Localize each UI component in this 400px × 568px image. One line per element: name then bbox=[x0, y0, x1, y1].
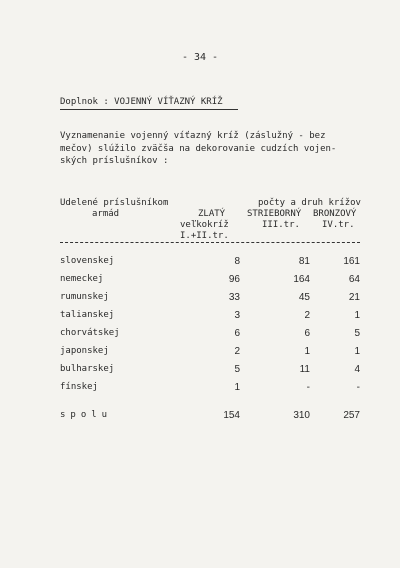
table-row bbox=[60, 328, 360, 341]
country-name: slovenskej bbox=[60, 256, 115, 266]
silver-count: 164 bbox=[293, 274, 310, 285]
silver-count: 2 bbox=[304, 310, 310, 321]
table-row bbox=[60, 292, 360, 305]
bronze-count: 1 bbox=[354, 346, 360, 357]
page-number: - 34 - bbox=[181, 52, 219, 63]
header-left-line-2: armád bbox=[92, 209, 120, 219]
silver-total: 310 bbox=[293, 410, 310, 421]
country-name: bulharskej bbox=[60, 364, 115, 374]
intro-line: ských príslušníkov : bbox=[60, 156, 169, 166]
gold-count: 5 bbox=[234, 364, 240, 375]
table-row bbox=[60, 310, 360, 323]
bronze-count: 4 bbox=[354, 364, 360, 375]
col-silver-head: STRIEBORNÝ bbox=[247, 209, 302, 219]
silver-count: 45 bbox=[298, 292, 310, 303]
header-group-label: počty a druh krížov bbox=[258, 198, 361, 208]
col-bronze-sub: IV.tr. bbox=[322, 220, 355, 230]
col-bronze-head: BRONZOVÝ bbox=[313, 209, 357, 219]
col-gold-head: ZLATÝ bbox=[198, 209, 226, 219]
bronze-count: - bbox=[356, 382, 360, 393]
silver-count: 6 bbox=[304, 328, 310, 339]
bronze-count: 21 bbox=[348, 292, 360, 303]
total-row bbox=[60, 410, 360, 423]
intro-paragraph bbox=[60, 130, 380, 168]
intro-line: Vyznamenanie vojenný víťazný kríž (záslužný - bez bbox=[60, 131, 326, 141]
bronze-count: 161 bbox=[343, 256, 360, 267]
bronze-count: 5 bbox=[354, 328, 360, 339]
gold-count: 96 bbox=[228, 274, 240, 285]
header-rule bbox=[60, 242, 360, 243]
col-gold-sub-1: veľkokríž bbox=[180, 220, 229, 230]
country-name: talianskej bbox=[60, 310, 115, 320]
table-row bbox=[60, 274, 360, 287]
col-silver-sub: III.tr. bbox=[262, 220, 300, 230]
gold-total: 154 bbox=[223, 410, 240, 421]
country-name: japonskej bbox=[60, 346, 109, 356]
gold-count: 33 bbox=[228, 292, 240, 303]
gold-count: 6 bbox=[234, 328, 240, 339]
heading: Doplnok : VOJENNÝ VÍŤAZNÝ KRÍŽ bbox=[60, 97, 223, 107]
country-name: rumunskej bbox=[60, 292, 109, 302]
table-row bbox=[60, 346, 360, 359]
gold-count: 8 bbox=[234, 256, 240, 267]
table-row bbox=[60, 382, 360, 395]
bronze-count: 1 bbox=[354, 310, 360, 321]
country-name: fínskej bbox=[60, 382, 98, 392]
heading-underline bbox=[60, 109, 238, 110]
country-name: nemeckej bbox=[60, 274, 104, 284]
silver-count: 1 bbox=[304, 346, 310, 357]
gold-count: 1 bbox=[234, 382, 240, 393]
col-gold-sub-2: I.+II.tr. bbox=[180, 231, 229, 241]
intro-line: mečov) slúžilo zväčša na dekorovanie cudzích vojen- bbox=[60, 143, 337, 154]
bronze-count: 64 bbox=[348, 274, 360, 285]
silver-count: 81 bbox=[298, 256, 310, 267]
gold-count: 2 bbox=[234, 346, 240, 357]
silver-count: 11 bbox=[299, 364, 310, 375]
silver-count: - bbox=[306, 382, 310, 393]
gold-count: 3 bbox=[234, 310, 240, 321]
header-left-line-1: Udelené príslušníkom bbox=[60, 198, 169, 208]
country-name: chorvátskej bbox=[60, 328, 120, 338]
table-row bbox=[60, 256, 360, 269]
table-row bbox=[60, 364, 360, 377]
total-label: spolu bbox=[60, 410, 113, 420]
bronze-total: 257 bbox=[343, 410, 360, 421]
